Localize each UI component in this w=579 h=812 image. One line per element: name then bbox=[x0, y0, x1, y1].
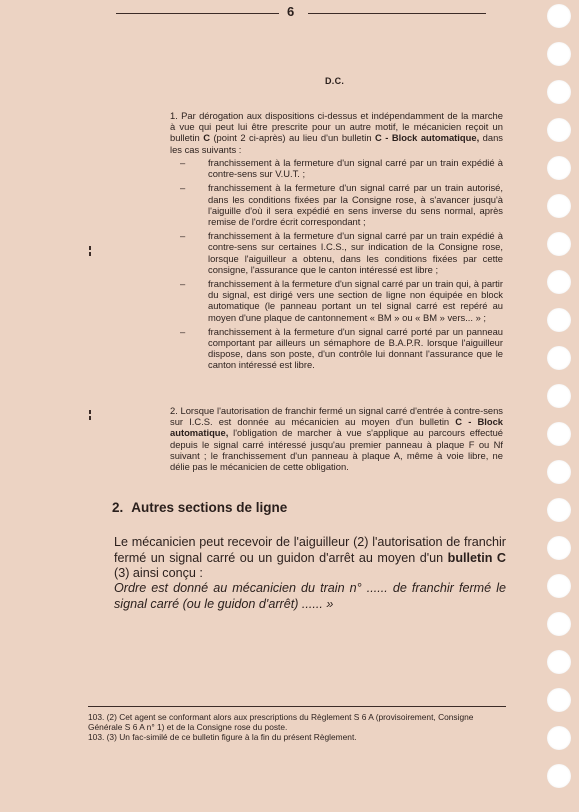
list-dash: – bbox=[180, 278, 186, 290]
list-item-text: franchissement à la fermeture d'un signal carré par un train qui, à partir du signal, est dirigé vers une section de ligne non équipée en block automatique (le panneau portant un tel signal carré est repéré au moyen d'une plaque de cantonnement « BM » ou « BM » vers... » ; bbox=[208, 278, 503, 323]
list-dash: – bbox=[180, 230, 186, 242]
binder-holes bbox=[539, 0, 571, 812]
paragraph-2-text-a: 2. Lorsque l'autorisation de franchir fermé un signal carré d'entrée à contre-sens sur I.C.S. est donnée au mécanicien au moyen d'un bulletin bbox=[170, 405, 503, 428]
list-item bbox=[170, 230, 503, 275]
list-item bbox=[170, 278, 503, 323]
section-body bbox=[114, 535, 506, 582]
list-dash: – bbox=[180, 182, 186, 194]
revision-margin-mark bbox=[89, 246, 91, 257]
list-dash: – bbox=[180, 325, 186, 337]
binder-hole bbox=[547, 232, 571, 256]
binder-hole bbox=[547, 194, 571, 218]
paragraph-1 bbox=[170, 110, 503, 155]
paragraph-2 bbox=[170, 405, 503, 472]
list-item-text: franchissement à la fermeture d'un signal carré porté par un panneau comportant par ailleurs un sémaphore de B.A.P.R. lorsque l'aiguilleur dispose, dans son poste, d'un contrôle lui donnant l'assurance que le canton intéressé est libre. bbox=[208, 325, 503, 371]
paragraph-2-text-b: l'obligation de marcher à vue s'applique au parcours effectué depuis le signal carré intéressé jusqu'au premier panneau à plaque F ou Nf suivant ; le franchissement d'un panneau à plaque A, même à voie libre, ne délie pas le mécanicien de cette obligation. bbox=[170, 427, 503, 473]
binder-hole bbox=[547, 688, 571, 712]
section-number: 2. bbox=[112, 500, 124, 515]
list-item-text: franchissement à la fermeture d'un signal carré par un train expédié à contre-sens sur V.U.T. ; bbox=[208, 157, 503, 180]
footnote-item: 103. (2) Cet agent se conformant alors aux prescriptions du Règlement S 6 A (provisoirement, Consigne Générale S 6 A n° 1) et de la Consigne rose du poste. bbox=[88, 712, 474, 732]
binder-hole bbox=[547, 612, 571, 636]
binder-hole bbox=[547, 384, 571, 408]
cases-list bbox=[170, 157, 503, 374]
binder-hole bbox=[547, 4, 571, 28]
section-body-text-a: Le mécanicien peut recevoir de l'aiguilleur (2) l'autorisation de franchir fermé un signal carré ou un guidon d'arrêt au moyen d'un bbox=[114, 535, 506, 565]
section-body-text-b: (3) ainsi conçu : bbox=[114, 566, 203, 581]
paragraph-1-bold-block: C - Block automatique, bbox=[375, 132, 480, 144]
binder-hole bbox=[547, 80, 571, 104]
binder-hole bbox=[547, 422, 571, 446]
list-item bbox=[170, 157, 503, 179]
page-number: 6 bbox=[287, 4, 295, 19]
list-item-text: franchissement à la fermeture d'un signal carré par un train expédié à contre-sens sur certaines I.C.S., sur indication de la Consigne rose, lorsque l'aiguilleur a obtenu, dans les conditions fixées par cette consigne, l'assurance que le canton intéressé est libre ; bbox=[208, 230, 503, 275]
footnotes bbox=[88, 712, 508, 742]
footnote-item: 103. (3) Un fac-similé de ce bulletin figure à la fin du présent Règlement. bbox=[88, 732, 357, 742]
binder-hole bbox=[547, 346, 571, 370]
binder-hole bbox=[547, 498, 571, 522]
header-rule-left bbox=[116, 13, 279, 14]
list-item bbox=[170, 326, 503, 371]
binder-hole bbox=[547, 536, 571, 560]
list-item-text: franchissement à la fermeture d'un signal carré par un train autorisé, dans les conditions fixées par la Consigne rose, à s'avancer jusqu'à l'aiguille d'où il sera expédié en sens inverse du sens normal, après remise de l'ordre écrit correspondant ; bbox=[208, 182, 503, 228]
binder-hole bbox=[547, 308, 571, 332]
paragraph-1-text-a: 1. Par dérogation aux dispositions ci-dessus et indépendamment de la marche à vue qui peut lui être prescrite pour un autre motif, le mécanicien reçoit un bulletin bbox=[170, 110, 503, 144]
section-body-bold: bulletin C bbox=[447, 550, 506, 565]
paragraph-1-text-b: (point 2 ci-après) au lieu d'un bulletin bbox=[209, 132, 376, 144]
revision-margin-mark bbox=[89, 410, 91, 421]
header-rule-right bbox=[308, 13, 486, 14]
list-item bbox=[170, 182, 503, 227]
binder-hole bbox=[547, 42, 571, 66]
paragraph-1-text-c: dans les cas suivants : bbox=[170, 132, 503, 155]
binder-hole bbox=[547, 118, 571, 142]
binder-hole bbox=[547, 270, 571, 294]
binder-hole bbox=[547, 574, 571, 598]
section-title-text: Autres sections de ligne bbox=[131, 500, 288, 515]
binder-hole bbox=[547, 650, 571, 674]
list-dash: – bbox=[180, 157, 186, 168]
paragraph-1-bold-c: C bbox=[203, 132, 210, 144]
binder-hole bbox=[547, 460, 571, 484]
doc-code: D.C. bbox=[325, 76, 345, 86]
footnote-rule bbox=[88, 706, 506, 707]
section-heading bbox=[112, 500, 287, 515]
binder-hole bbox=[547, 726, 571, 750]
bulletin-quote: Ordre est donné au mécanicien du train n° ...... de franchir fermé le signal carré (ou le guidon d'arrêt) ...... » bbox=[114, 581, 506, 611]
binder-hole bbox=[547, 156, 571, 180]
binder-hole bbox=[547, 764, 571, 788]
paragraph-2-bold: C - Block automatique, bbox=[170, 416, 503, 439]
